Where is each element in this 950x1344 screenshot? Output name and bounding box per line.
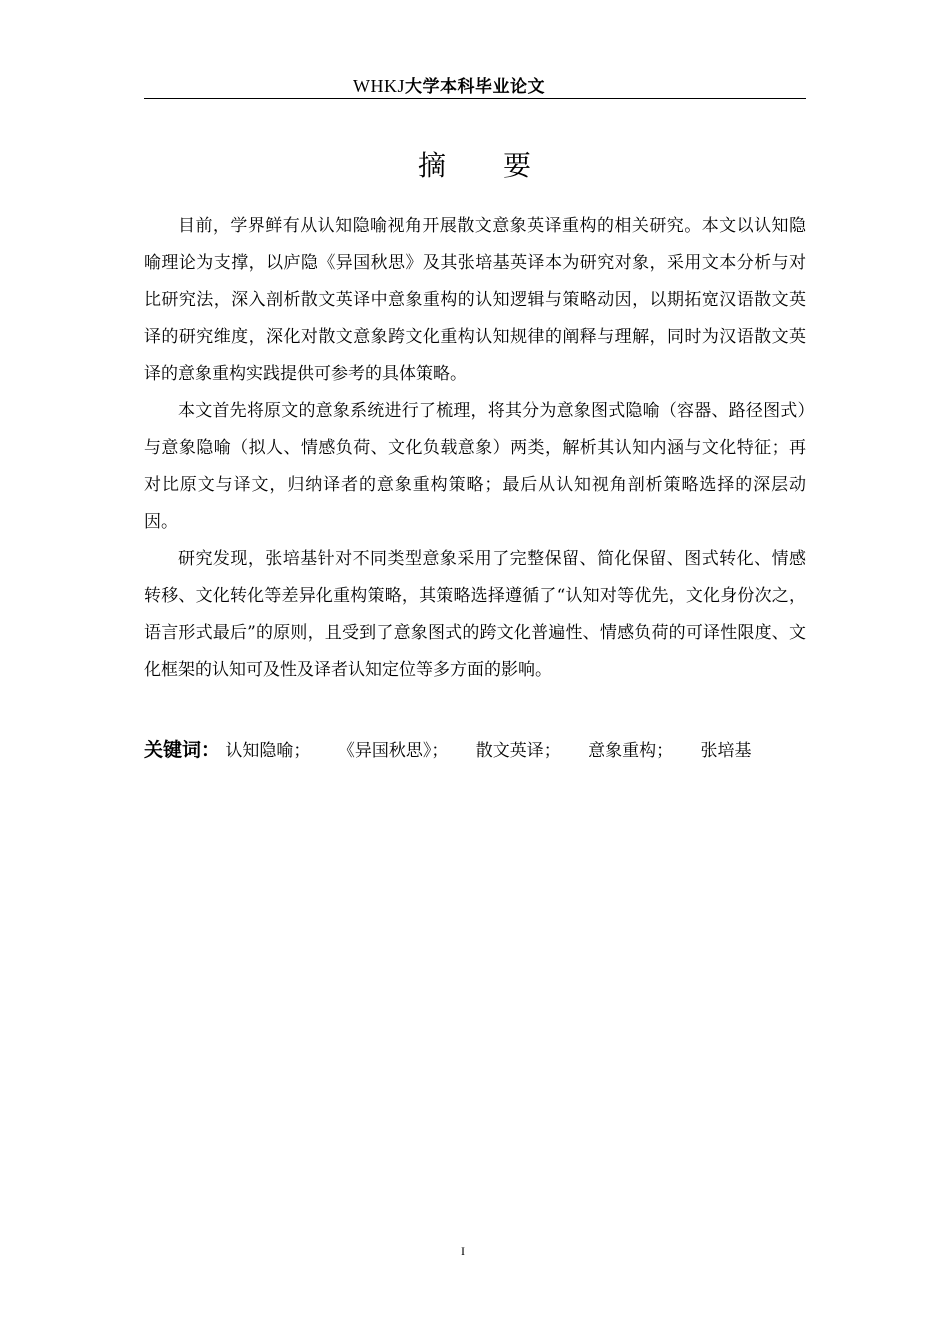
abstract-body xyxy=(144,208,806,689)
title-char-2: 要 xyxy=(503,149,533,182)
keywords-line xyxy=(144,734,806,767)
abstract-title xyxy=(0,144,950,184)
title-char-1: 摘 xyxy=(417,149,447,182)
keyword-item: 意象重构； xyxy=(588,741,674,761)
abstract-paragraph-2: 本文首先将原文的意象系统进行了梳理，将其分为意象图式隐喻（容器、路径图式）与意象隐喻（拟人、情感负荷、文化负载意象）两类，解析其认知内涵与文化特征；再对比原文与译文，归纳译者的意象重构策略；最后从认知视角剖析策略选择的深层动因。 xyxy=(144,401,806,532)
running-header xyxy=(0,72,898,97)
keyword-item: 认知隐喻； xyxy=(225,741,311,761)
header-prefix: WHKJ xyxy=(353,76,405,96)
header-rule xyxy=(144,98,806,99)
keywords-label: 关键词： xyxy=(144,739,221,761)
abstract-paragraph-1: 目前，学界鲜有从认知隐喻视角开展散文意象英译重构的相关研究。本文以认知隐喻理论为支撑，以庐隐《异国秋思》及其张培基英译本为研究对象，采用文本分析与对比研究法，深入剖析散文英译中意象重构的认知逻辑与策略动因，以期拓宽汉语散文英译的研究维度，深化对散文意象跨文化重构认知规律的阐释与理解，同时为汉语散文英译的意象重构实践提供可参考的具体策略。 xyxy=(144,216,806,384)
page-number: I xyxy=(461,1244,465,1258)
keyword-item: 散文英译； xyxy=(475,741,561,761)
keyword-item: 《异国秋思》； xyxy=(337,741,449,761)
abstract-paragraph-3: 研究发现，张培基针对不同类型意象采用了完整保留、简化保留、图式转化、情感转移、文化转化等差异化重构策略，其策略选择遵循了“认知对等优先，文化身份次之，语言形式最后”的原则，且受到了意象图式的跨文化普遍性、情感负荷的可译性限度、文化框架的认知可及性及译者认知定位等多方面的影响。 xyxy=(144,549,806,680)
keyword-item: 张培基 xyxy=(700,741,752,761)
header-university-title: 大学本科毕业论文 xyxy=(405,77,545,97)
